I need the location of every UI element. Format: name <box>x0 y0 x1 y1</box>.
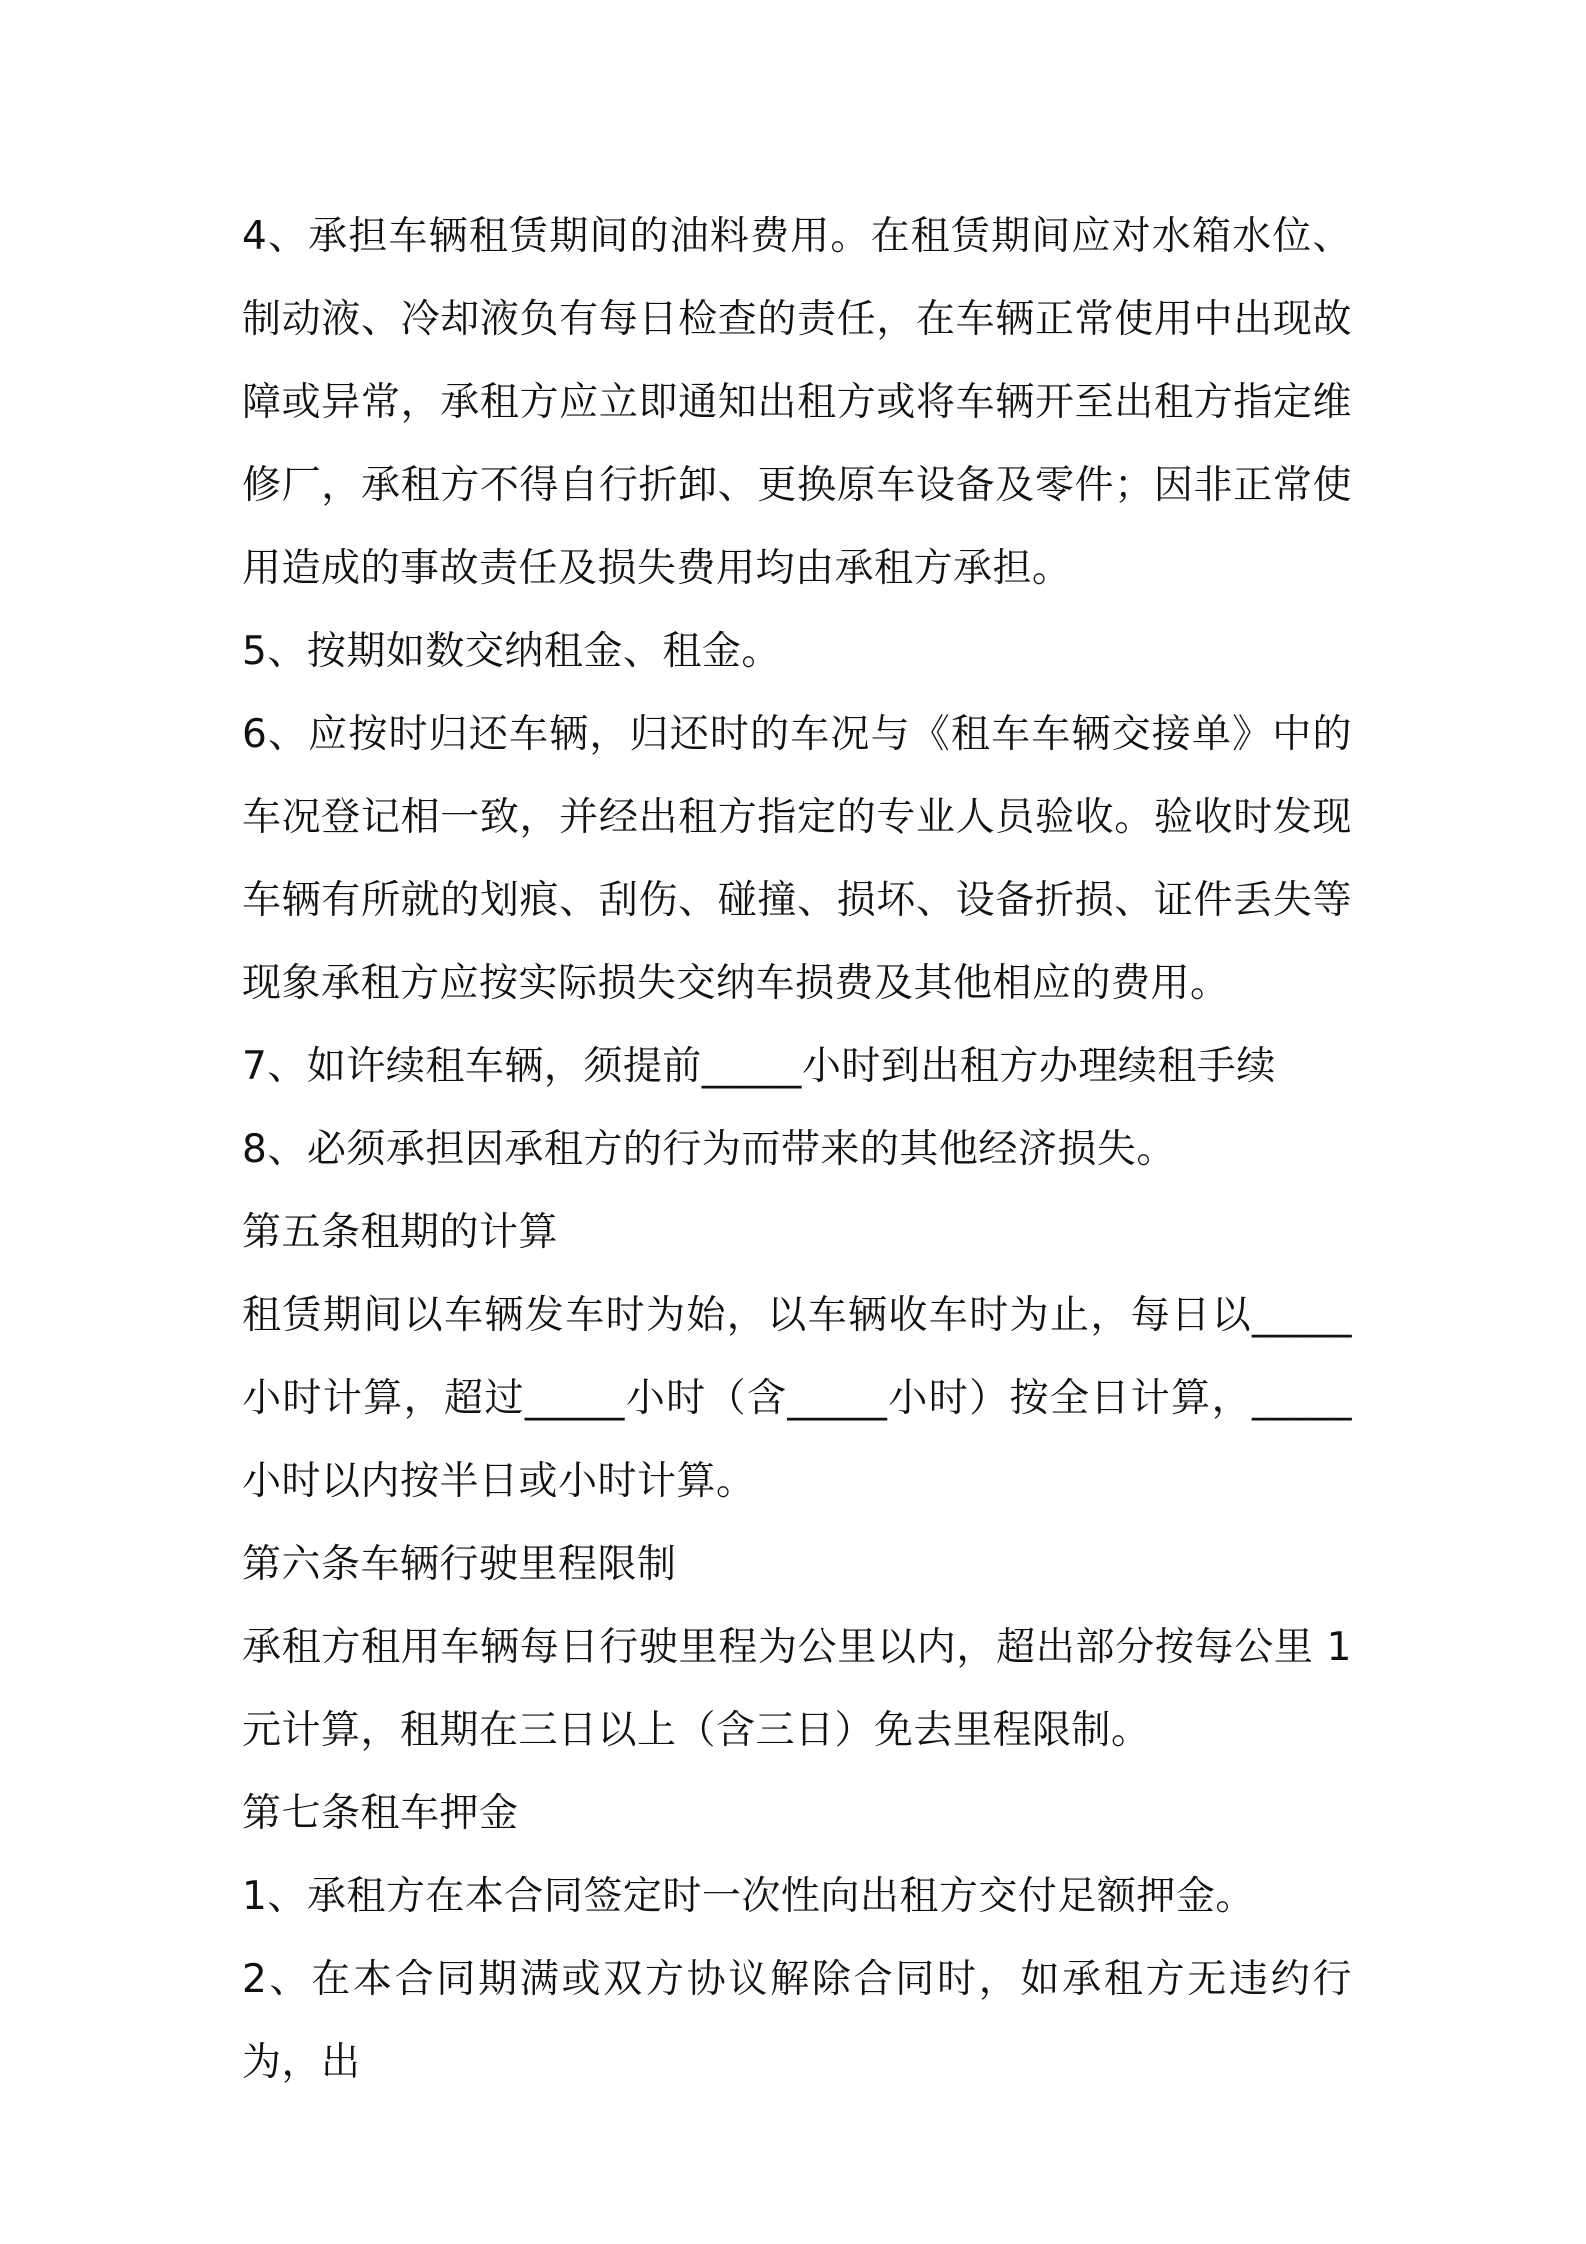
document-body <box>242 195 1352 2104</box>
clause-8-economic-loss: 8、必须承担因承租方的行为而带来的其他经济损失。 <box>242 1127 1176 1172</box>
article-6-heading: 第六条车辆行驶里程限制 <box>242 1542 677 1587</box>
article-7-heading: 第七条租车押金 <box>242 1791 519 1836</box>
clause-4-fuel-and-maintenance: 4、承担车辆租赁期间的油料费用。在租赁期间应对水箱水位、制动液、冷却液负有每日检查的责任，在车辆正常使用中出现故障或异常，承租方应立即通知出租方或将车辆开至出租方指定维修厂，承租方不得自行折卸、更换原车设备及零件；因非正常使用造成的事故责任及损失费用均由承租方承担。 <box>242 214 1352 591</box>
article-6-body: 承租方租用车辆每日行驶里程为公里以内，超出部分按每公里 1 元计算，租期在三日以上（含三日）免去里程限制。 <box>242 1625 1352 1753</box>
article-5-heading: 第五条租期的计算 <box>242 1210 559 1255</box>
article-7-clause-2: 2、在本合同期满或双方协议解除合同时，如承租方无违约行为，出 <box>242 1957 1352 2085</box>
article-5-body: 租赁期间以车辆发车时为始，以车辆收车时为止，每日以_____小时计算，超过_____小时（含_____小时）按全日计算，_____小时以内按半日或小时计算。 <box>242 1293 1352 1504</box>
clause-7-rental-extension: 7、如许续租车辆，须提前_____小时到出租方办理续租手续 <box>242 1044 1276 1089</box>
clause-6-vehicle-return: 6、应按时归还车辆，归还时的车况与《租车车辆交接单》中的车况登记相一致，并经出租方指定的专业人员验收。验收时发现车辆有所就的划痕、刮伤、碰撞、损坏、设备折损、证件丢失等现象承租方应按实际损失交纳车损费及其他相应的费用。 <box>242 712 1352 1006</box>
article-7-clause-1: 1、承租方在本合同签定时一次性向出租方交付足额押金。 <box>242 1874 1255 1919</box>
clause-5-payment: 5、按期如数交纳租金、租金。 <box>242 629 781 674</box>
